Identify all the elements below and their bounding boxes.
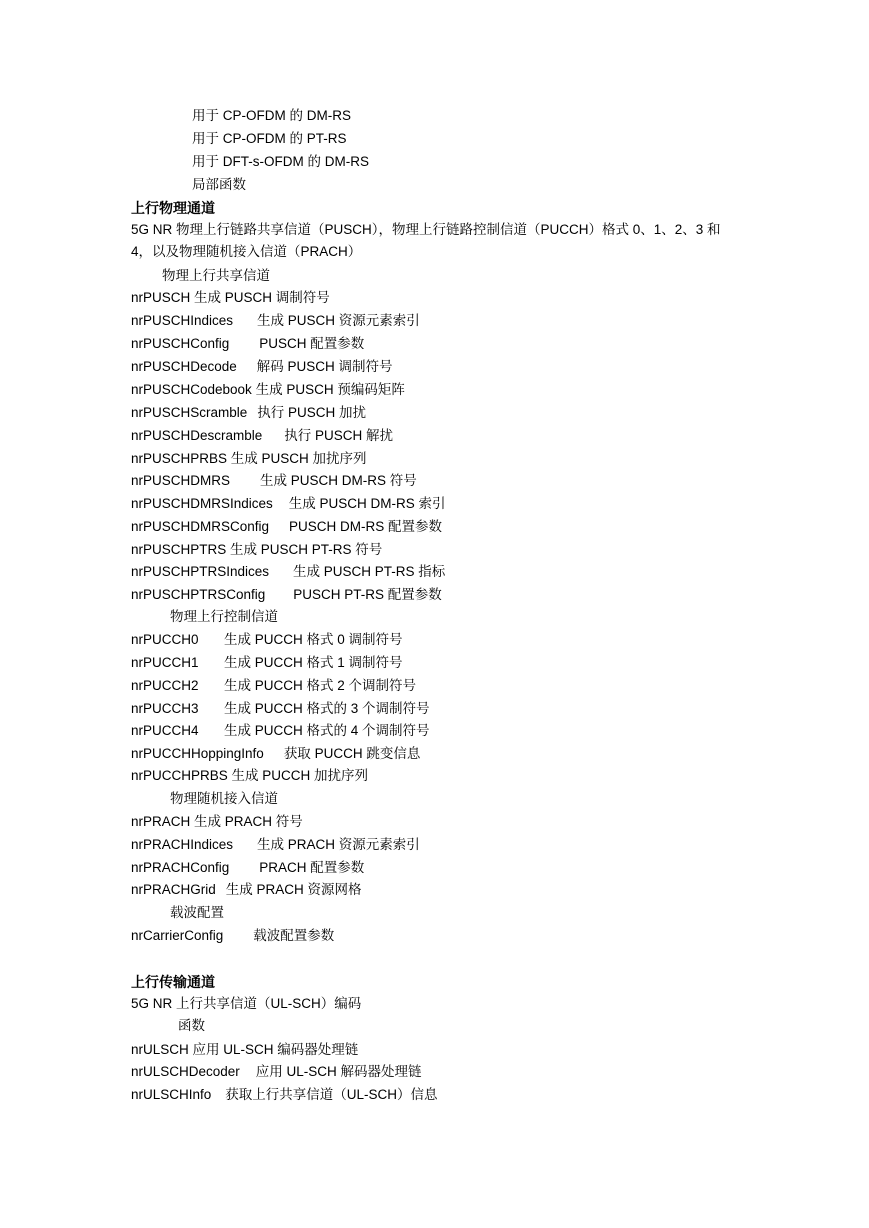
function-name[interactable]: nrPUSCHDMRSConfig [131, 519, 270, 534]
function-desc: 生成 PUCCH 格式 0 调制符号 [224, 632, 403, 647]
function-desc: 应用 UL-SCH 编码器处理链 [192, 1042, 359, 1057]
function-row [131, 288, 330, 308]
function-name[interactable]: nrPUSCHDecode [131, 359, 237, 374]
function-desc: 生成 PUSCH DM-RS 符号 [260, 473, 417, 488]
function-row [131, 334, 364, 354]
function-desc: 生成 PUSCH 加扰序列 [230, 451, 367, 466]
function-name[interactable]: nrPUSCHDMRS [131, 473, 231, 488]
function-row [131, 311, 420, 331]
function-name[interactable]: nrULSCHDecoder [131, 1064, 240, 1079]
function-desc: PRACH 配置参数 [259, 860, 365, 875]
function-name[interactable]: nrPUCCH4 [131, 723, 199, 738]
function-row [131, 653, 403, 673]
function-desc: 生成 PUCCH 格式 1 调制符号 [224, 655, 403, 670]
function-desc: 生成 PUSCH 预编码矩阵 [255, 382, 405, 397]
function-name[interactable]: nrCarrierConfig [131, 928, 224, 943]
function-desc: 解码 PUSCH 调制符号 [256, 359, 393, 374]
function-row [131, 1040, 358, 1060]
function-desc: 生成 PUSCH 调制符号 [194, 290, 330, 305]
function-name[interactable]: nrPUCCH0 [131, 632, 199, 647]
subsection-title: 物理上行共享信道 [162, 268, 270, 283]
list-item: 局部函数 [192, 177, 246, 192]
function-desc: 生成 PRACH 资源元素索引 [257, 837, 420, 852]
function-desc: 生成 PUCCH 加扰序列 [231, 768, 369, 783]
list-item: 用于 DFT-s-OFDM 的 DM-RS [192, 154, 369, 169]
function-row [131, 630, 403, 650]
function-name[interactable]: nrPUCCH3 [131, 701, 199, 716]
subsection-title: 载波配置 [170, 905, 224, 920]
function-row [131, 835, 420, 855]
function-desc: PUSCH DM-RS 配置参数 [289, 519, 443, 534]
function-row [131, 766, 368, 786]
subsection-title: 物理上行控制信道 [170, 609, 278, 624]
function-name[interactable]: nrPUCCH1 [131, 655, 199, 670]
function-name[interactable]: nrULSCHInfo [131, 1087, 212, 1102]
function-name[interactable]: nrPUCCH2 [131, 678, 199, 693]
function-name[interactable]: nrPRACHGrid [131, 882, 216, 897]
function-desc: 生成 PUCCH 格式的 4 个调制符号 [224, 723, 430, 738]
function-row [131, 926, 334, 946]
function-name[interactable]: nrULSCH [131, 1042, 189, 1057]
function-name[interactable]: nrPUSCHPRBS [131, 451, 228, 466]
list-item: 用于 CP-OFDM 的 DM-RS [192, 108, 351, 123]
function-row [131, 812, 303, 832]
function-row [131, 380, 405, 400]
function-row [131, 1085, 438, 1105]
function-desc: 获取 PUCCH 跳变信息 [283, 746, 421, 761]
function-desc: PUSCH 配置参数 [259, 336, 365, 351]
function-name[interactable]: nrPUCCHPRBS [131, 768, 228, 783]
function-name[interactable]: nrPUSCH [131, 290, 191, 305]
function-desc: 应用 UL-SCH 解码器处理链 [255, 1064, 422, 1079]
subsection-title: 函数 [178, 1018, 205, 1033]
function-desc: PUSCH PT-RS 配置参数 [293, 587, 442, 602]
section-intro: 5G NR 上行共享信道（UL-SCH）编码 [131, 996, 362, 1011]
function-name[interactable]: nrPUSCHDescramble [131, 428, 263, 443]
function-name[interactable]: nrPRACH [131, 814, 191, 829]
function-desc: 生成 PUCCH 格式的 3 个调制符号 [224, 701, 430, 716]
function-name[interactable]: nrPRACHIndices [131, 837, 234, 852]
function-name[interactable]: nrPUCCHHoppingInfo [131, 746, 264, 761]
function-desc: 生成 PRACH 符号 [194, 814, 303, 829]
function-row [131, 449, 367, 469]
function-row [131, 426, 393, 446]
section-intro: 5G NR 物理上行链路共享信道（PUSCH），物理上行链路控制信道（PUCCH）格式 0、1、2、3 和 4，以及物理随机接入信道（PRACH） [131, 222, 721, 259]
section-heading: 上行传输通道 [131, 974, 215, 990]
function-row [131, 357, 393, 377]
function-name[interactable]: nrPUSCHDMRSIndices [131, 496, 273, 511]
function-row [131, 494, 446, 514]
function-row [131, 721, 430, 741]
function-row [131, 562, 445, 582]
function-row [131, 1062, 422, 1082]
function-desc: 生成 PUSCH DM-RS 索引 [288, 496, 446, 511]
function-desc: 执行 PUSCH 加扰 [257, 405, 367, 420]
function-desc: 获取上行共享信道（UL-SCH）信息 [225, 1087, 438, 1102]
function-name[interactable]: nrPUSCHConfig [131, 336, 230, 351]
function-row [131, 858, 364, 878]
function-desc: 载波配置参数 [253, 928, 335, 943]
function-row [131, 585, 442, 605]
list-item: 用于 CP-OFDM 的 PT-RS [192, 131, 347, 146]
function-name[interactable]: nrPUSCHIndices [131, 313, 234, 328]
function-row [131, 471, 417, 491]
function-desc: 执行 PUSCH 解扰 [284, 428, 394, 443]
function-row [131, 744, 420, 764]
function-row [131, 540, 382, 560]
function-name[interactable]: nrPUSCHCodebook [131, 382, 252, 397]
section-heading: 上行物理通道 [131, 200, 215, 216]
function-row [131, 403, 366, 423]
function-name[interactable]: nrPUSCHScramble [131, 405, 248, 420]
function-name[interactable]: nrPRACHConfig [131, 860, 230, 875]
function-name[interactable]: nrPUSCHPTRSIndices [131, 564, 270, 579]
function-name[interactable]: nrPUSCHPTRS [131, 542, 227, 557]
function-desc: 生成 PUSCH PT-RS 符号 [230, 542, 383, 557]
function-desc: 生成 PUSCH PT-RS 指标 [293, 564, 446, 579]
function-name[interactable]: nrPUSCHPTRSConfig [131, 587, 266, 602]
function-desc: 生成 PUCCH 格式 2 个调制符号 [224, 678, 417, 693]
subsection-title: 物理随机接入信道 [170, 791, 278, 806]
function-row [131, 880, 362, 900]
function-desc: 生成 PRACH 资源网格 [225, 882, 362, 897]
function-row [131, 676, 416, 696]
function-row [131, 699, 430, 719]
function-desc: 生成 PUSCH 资源元素索引 [257, 313, 420, 328]
function-row [131, 517, 442, 537]
